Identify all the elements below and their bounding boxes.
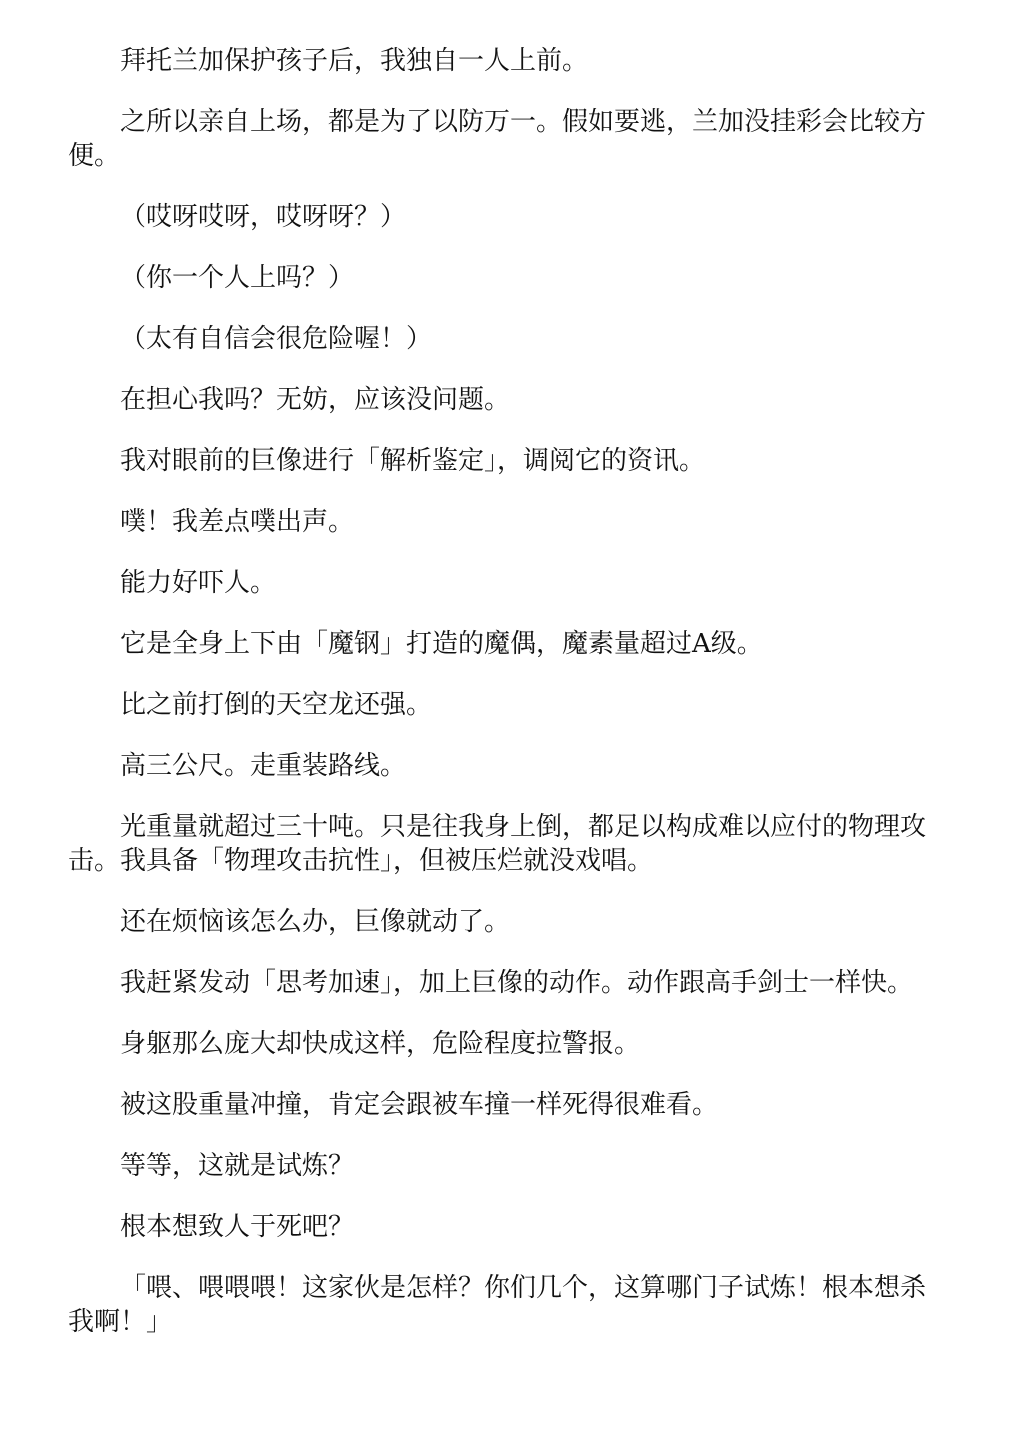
- paragraph: 我赶紧发动「思考加速」，加上巨像的动作。动作跟高手剑士一样快。: [120, 968, 914, 998]
- paragraph: （你一个人上吗？）: [120, 263, 355, 293]
- paragraph: 比之前打倒的天空龙还强。: [120, 690, 433, 720]
- paragraph: 光重量就超过三十吨。只是往我身上倒，都足以构成难以应付的物理攻击。我具备「物理攻击抗性」，但被压烂就没戏唱。: [68, 812, 927, 876]
- document-body: [68, 44, 944, 1366]
- paragraph: （哎呀哎呀，哎呀呀？）: [120, 202, 407, 232]
- paragraph: 噗！我差点噗出声。: [120, 507, 355, 537]
- paragraph: 高三公尺。走重装路线。: [120, 751, 407, 781]
- paragraph: 它是全身上下由「魔钢」打造的魔偶，魔素量超过A级。: [120, 629, 763, 659]
- paragraph: （太有自信会很危险喔！）: [120, 324, 433, 354]
- paragraph: 等等，这就是试炼？: [120, 1151, 355, 1181]
- paragraph: 之所以亲自上场，都是为了以防万一。假如要逃，兰加没挂彩会比较方便。: [68, 107, 927, 171]
- paragraph: 「喂、喂喂喂！这家伙是怎样？你们几个，这算哪门子试炼！根本想杀我啊！」: [68, 1273, 927, 1337]
- paragraph: 在担心我吗？无妨，应该没问题。: [120, 385, 511, 415]
- paragraph: 被这股重量冲撞，肯定会跟被车撞一样死得很难看。: [120, 1090, 719, 1120]
- paragraph: 拜托兰加保护孩子后，我独自一人上前。: [120, 46, 589, 76]
- paragraph: 能力好吓人。: [120, 568, 277, 598]
- paragraph: 我对眼前的巨像进行「解析鉴定」，调阅它的资讯。: [120, 446, 706, 476]
- paragraph: 身躯那么庞大却快成这样，危险程度拉警报。: [120, 1029, 641, 1059]
- paragraph: 根本想致人于死吧？: [120, 1212, 355, 1242]
- paragraph: 还在烦恼该怎么办，巨像就动了。: [120, 907, 511, 937]
